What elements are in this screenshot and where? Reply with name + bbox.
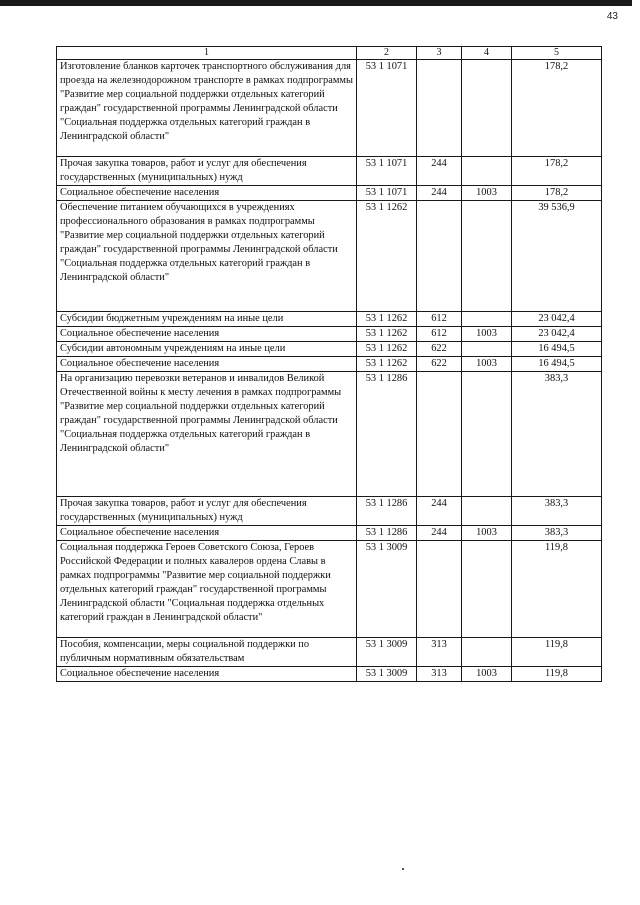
row-name: Пособия, компенсации, меры социальной поддержки по публичным нормативным обязательствам — [57, 638, 357, 667]
table-row — [57, 327, 602, 342]
table-row — [57, 357, 602, 372]
row-code: 53 1 3009 — [357, 638, 417, 667]
row-kvr: 313 — [417, 638, 462, 667]
table-row — [57, 201, 602, 312]
row-name: Социальная поддержка Героев Советского Союза, Героев Российской Федерации и полных кавалеров ордена Славы в рамках подпрограммы "Развитие мер социальной поддержки отдельных категорий граждан" государственной программы Ленинградской области "Социальная поддержка отдельных категорий граждан в Ленинградской области" — [57, 541, 357, 638]
row-amount: 16 494,5 — [512, 357, 602, 372]
row-kvr — [417, 201, 462, 312]
row-amount: 383,3 — [512, 372, 602, 497]
header-col-3: 3 — [417, 47, 462, 60]
row-name: Прочая закупка товаров, работ и услуг для обеспечения государственных (муниципальных) нужд — [57, 497, 357, 526]
table-row — [57, 638, 602, 667]
row-name: Социальное обеспечение населения — [57, 357, 357, 372]
header-col-4: 4 — [462, 47, 512, 60]
row-kvr: 244 — [417, 157, 462, 186]
row-amount: 178,2 — [512, 157, 602, 186]
row-name: Изготовление бланков карточек транспортного обслуживания для проезда на железнодорожном транспорте в рамках подпрограммы "Развитие мер социальной поддержки отдельных категорий граждан" государственной программы Ленинградской области "Социальная поддержка отдельных категорий граждан в Ленинградской области" — [57, 60, 357, 157]
table-row — [57, 526, 602, 541]
row-section — [462, 497, 512, 526]
row-section — [462, 157, 512, 186]
row-code: 53 1 1286 — [357, 497, 417, 526]
table-row — [57, 342, 602, 357]
row-amount: 39 536,9 — [512, 201, 602, 312]
row-code: 53 1 1071 — [357, 157, 417, 186]
row-section — [462, 638, 512, 667]
row-kvr — [417, 541, 462, 638]
row-section — [462, 60, 512, 157]
row-kvr: 313 — [417, 667, 462, 682]
row-code: 53 1 1262 — [357, 327, 417, 342]
row-amount: 119,8 — [512, 541, 602, 638]
row-section — [462, 541, 512, 638]
row-name: Субсидии автономным учреждениям на иные цели — [57, 342, 357, 357]
row-section — [462, 312, 512, 327]
row-name: Социальное обеспечение населения — [57, 526, 357, 541]
row-kvr: 622 — [417, 357, 462, 372]
row-kvr: 244 — [417, 497, 462, 526]
row-section — [462, 372, 512, 497]
table-row — [57, 60, 602, 157]
table-row — [57, 372, 602, 497]
row-code: 53 1 1262 — [357, 201, 417, 312]
row-code: 53 1 1286 — [357, 372, 417, 497]
row-kvr — [417, 60, 462, 157]
row-name: Социальное обеспечение населения — [57, 186, 357, 201]
row-section: 1003 — [462, 526, 512, 541]
table-row — [57, 497, 602, 526]
row-name: Прочая закупка товаров, работ и услуг для обеспечения государственных (муниципальных) нужд — [57, 157, 357, 186]
page-number: 43 — [606, 11, 618, 22]
table-row — [57, 157, 602, 186]
row-code: 53 1 1262 — [357, 312, 417, 327]
row-name: Социальное обеспечение населения — [57, 667, 357, 682]
row-amount: 178,2 — [512, 186, 602, 201]
row-amount: 23 042,4 — [512, 312, 602, 327]
row-kvr — [417, 372, 462, 497]
row-section — [462, 342, 512, 357]
row-kvr: 612 — [417, 312, 462, 327]
table-row — [57, 312, 602, 327]
table-header-row — [57, 47, 602, 60]
top-rule — [0, 0, 632, 6]
row-section: 1003 — [462, 186, 512, 201]
row-amount: 119,8 — [512, 667, 602, 682]
table-row — [57, 667, 602, 682]
row-section: 1003 — [462, 667, 512, 682]
row-kvr: 244 — [417, 186, 462, 201]
table-row — [57, 186, 602, 201]
row-name: Социальное обеспечение населения — [57, 327, 357, 342]
row-kvr: 244 — [417, 526, 462, 541]
row-code: 53 1 3009 — [357, 667, 417, 682]
row-amount: 16 494,5 — [512, 342, 602, 357]
header-col-1: 1 — [57, 47, 357, 60]
row-section: 1003 — [462, 357, 512, 372]
budget-table — [56, 46, 602, 682]
row-amount: 178,2 — [512, 60, 602, 157]
scan-speck — [402, 868, 404, 870]
row-code: 53 1 1286 — [357, 526, 417, 541]
row-amount: 119,8 — [512, 638, 602, 667]
row-code: 53 1 3009 — [357, 541, 417, 638]
header-col-2: 2 — [357, 47, 417, 60]
row-section — [462, 201, 512, 312]
row-kvr: 612 — [417, 327, 462, 342]
table-row — [57, 541, 602, 638]
row-section: 1003 — [462, 327, 512, 342]
row-code: 53 1 1071 — [357, 60, 417, 157]
row-kvr: 622 — [417, 342, 462, 357]
row-code: 53 1 1071 — [357, 186, 417, 201]
row-name: Субсидии бюджетным учреждениям на иные цели — [57, 312, 357, 327]
row-code: 53 1 1262 — [357, 357, 417, 372]
row-amount: 383,3 — [512, 526, 602, 541]
row-name: Обеспечение питанием обучающихся в учреждениях профессионального образования в рамках подпрограммы "Развитие мер социальной поддержки отдельных категорий граждан" государственной программы Ленинградской области "Социальная поддержка отдельных категорий граждан в Ленинградской области" — [57, 201, 357, 312]
header-col-5: 5 — [512, 47, 602, 60]
row-amount: 23 042,4 — [512, 327, 602, 342]
row-code: 53 1 1262 — [357, 342, 417, 357]
row-amount: 383,3 — [512, 497, 602, 526]
row-name: На организацию перевозки ветеранов и инвалидов Великой Отечественной войны к месту лечения в рамках подпрограммы "Развитие мер социальной поддержки отдельных категорий граждан" государственной программы Ленинградской области "Социальная поддержка отдельных категорий граждан в Ленинградской области" — [57, 372, 357, 497]
